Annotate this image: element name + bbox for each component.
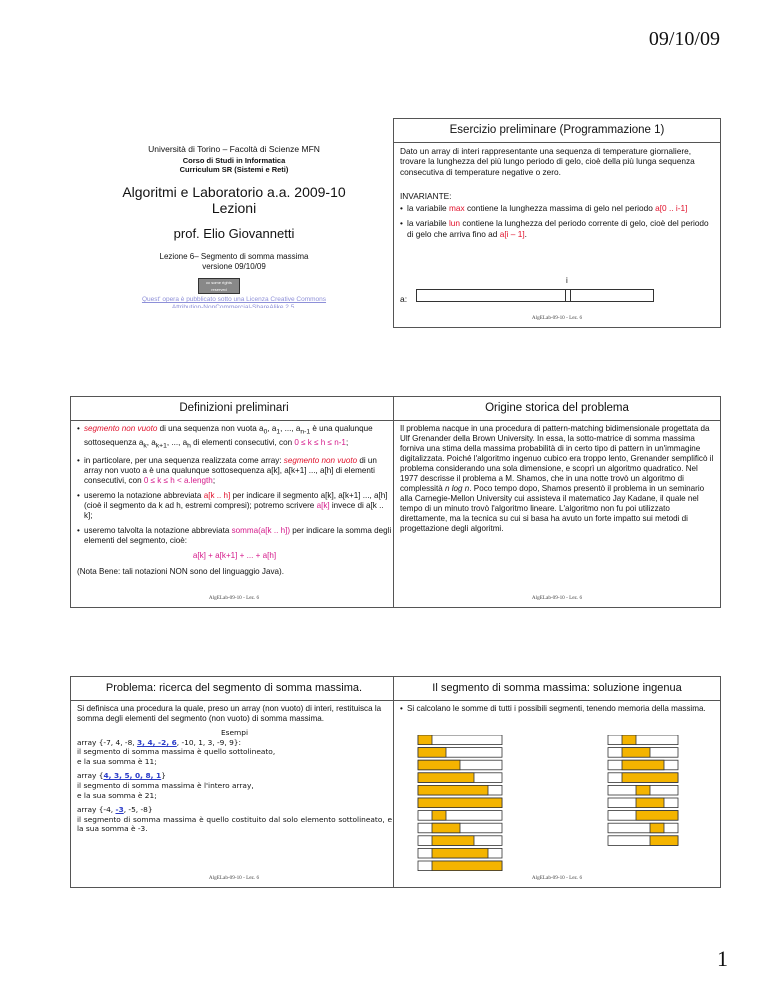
- slide-esercizio: [393, 118, 721, 328]
- segment-fill: [432, 811, 446, 821]
- examples: [77, 728, 392, 834]
- lesson-version: versione 09/10/09: [202, 262, 266, 271]
- segment-fill: [418, 748, 446, 758]
- array-diagram: [416, 289, 654, 302]
- bullet: • la variabile max contiene la lunghezza massima di gelo nel periodo a[0 .. i-1]: [400, 203, 715, 213]
- curriculum: Curriculum SR (Sistemi e Reti): [179, 165, 289, 174]
- segment-fill: [432, 823, 460, 833]
- segments-diagram: [398, 735, 718, 875]
- bullet: • useremo la notazione abbreviata a[k .. h] per indicare il segmento a[k], a[k+1] ..., a[h] (cioè il segmento da k ad h, estremi compresi); potremo scrivere a[k] invece di a[k .. k];: [77, 491, 392, 521]
- slide-title: [70, 120, 398, 308]
- course-subtitle: Lezioni: [211, 200, 257, 216]
- segment-fill: [622, 735, 636, 745]
- segment-fill: [418, 760, 460, 770]
- segment-fill: [622, 773, 678, 783]
- segment-fill: [432, 861, 502, 871]
- professor: prof. Elio Giovannetti: [173, 226, 295, 241]
- slide-footer: AlgELab-09-10 - Lez. 6: [208, 875, 260, 881]
- segment-fill: [636, 798, 664, 808]
- slide-origine: [393, 396, 721, 608]
- slide-body: [400, 424, 715, 538]
- slide-problema: [70, 676, 398, 888]
- slide-title: Problema: ricerca del segmento di somma massima.: [71, 677, 397, 701]
- slide-title: Il segmento di somma massima: soluzione ingenua: [394, 677, 720, 701]
- segment-fill: [636, 785, 650, 795]
- intro-text: Dato un array di interi rappresentante una sequenza di temperature giornaliere, trovare la lunghezza del più lungo periodo di gelo, cioè della più lunga sequenza consecutiva di temperature negative o zero.: [400, 146, 695, 177]
- bullet: • in particolare, per una sequenza realizzata come array: segmento non vuoto di un array non vuoto a è una qualunque sottosequenza a[k], a[k+1] ..., a[h] di elementi consecutivi, con 0 ≤ k ≤ h < a.length;: [77, 456, 392, 486]
- example-3: array {-4, -3, -5, -8} il segmento di somma massima è quello costituito dal solo elemento sottolineato, e la sua somma è -3.: [77, 805, 392, 834]
- slide-title: Esercizio preliminare (Programmazione 1): [394, 119, 720, 143]
- segment-array: [608, 735, 678, 745]
- license-text-2[interactable]: Attribution-NonCommercial-ShareAlike 2.5.: [171, 304, 297, 308]
- array-label: a:: [400, 294, 408, 304]
- course-title: Algoritmi e Laboratorio a.a. 2009-10: [122, 184, 346, 200]
- license-text-1[interactable]: Quest' opera è pubblicato sotto una Licenza Creative Commons: [141, 296, 327, 303]
- invariant-heading: INVARIANTE:: [400, 190, 452, 201]
- segment-array: [418, 811, 502, 821]
- bullet: • segmento non vuoto di una sequenza non vuota $a_0$, $a_1$, ..., $a_{n-1}$ è una qualunque sottosequenza $a_k$, $a_{k+1}$, ..., $a_h$ di elementi consecutivi, con 0 ≤ k ≤ h ≤ n-1;: [77, 424, 392, 451]
- slide-body: [77, 424, 392, 581]
- segment-fill: [418, 798, 502, 808]
- cc-license-badge: cc some rights reserved: [198, 278, 240, 294]
- slide-title: Definizioni preliminari: [71, 397, 397, 421]
- slide-footer: AlgELab-09-10 - Lez. 6: [208, 595, 260, 601]
- slide-body: [400, 146, 715, 244]
- slide-title: Origine storica del problema: [394, 397, 720, 421]
- page-date: 09/10/09: [648, 28, 720, 50]
- example-1: array {-7, 4, -8, 3, 4, -2, 6, -10, 1, 3, -9, 9}: il segmento di somma massima è quello sottolineato, e la sua somma è 11;: [77, 737, 276, 766]
- bullet: • la variabile lun contiene la lunghezza del periodo corrente di gelo, cioè del periodo di gelo che arriva fino ad a[i – 1].: [400, 218, 715, 239]
- example-2: array {4, 3, 5, 0, 8, 1} il segmento di somma massima è l'intero array, e la sua somma è 21;: [77, 771, 254, 800]
- segment-fill: [622, 760, 664, 770]
- array-divider: [565, 290, 566, 301]
- segment-fill: [432, 848, 488, 858]
- segment-fill: [418, 785, 488, 795]
- note: (Nota Bene: tali notazioni NON sono del linguaggio Java).: [77, 567, 284, 577]
- history-text: Il problema nacque in una procedura di pattern-matching bidimensionale progettata da Ulf Grenander della Brown University. In essa, la sotto-matrice di somma massima forniva una stima della massima probabilità di in certo tipo di pattern in un'immagine digitalizzata. Poiché l'algoritmo ingenuo cubico era troppo lento, Grenander semplificò il problema considerando una sola dimensione, e scoprì un algoritmo quadratico. Nel 1977 descrisse il problema a M. Shamos, che in una notte trovò un algoritmo di complessità n log n. Poco tempo dopo, Shamos presentò il problema in un seminario alla Carnegie-Mellon University cui assisteva il matematico Jay Kadane, il quale nel tempo di un minuto trovò l'algoritmo lineare. L'algoritmo non fu poi utilizzato direttamente, ma la tecnica su cui si basa ha avuto un forte impatto sui metodi di progettazione degli algoritmi.: [400, 424, 714, 533]
- page-number: 1: [717, 946, 728, 971]
- segment-fill: [650, 823, 664, 833]
- segment-fill: [650, 836, 678, 846]
- slide-footer: AlgELab-09-10 - Lez. 6: [531, 315, 583, 321]
- array-cell-i: [570, 290, 571, 301]
- slide-footer: AlgELab-09-10 - Lez. 6: [531, 875, 583, 881]
- bullet: • Si calcolano le somme di tutti i possibili segmenti, tenendo memoria della massima.: [400, 704, 715, 714]
- slide-body: [400, 704, 715, 719]
- segment-fill: [418, 735, 432, 745]
- lesson-title: Lezione 6– Segmento di somma massima: [159, 252, 309, 261]
- examples-heading: Esempi: [220, 728, 248, 737]
- index-label: i: [566, 276, 568, 285]
- slide-footer: AlgELab-09-10 - Lez. 6: [531, 595, 583, 601]
- slide-body: [77, 704, 392, 834]
- university: Università di Torino – Facoltà di Scienze MFN: [148, 144, 320, 154]
- slide-soluzione-ingenua: [393, 676, 721, 888]
- segment-fill: [622, 748, 650, 758]
- course: Corso di Studi in Informatica: [182, 156, 286, 165]
- segment-array: [608, 823, 678, 833]
- segment-fill: [636, 811, 678, 821]
- segment-fill: [432, 836, 474, 846]
- intro-text: Si definisca una procedura la quale, preso un array (non vuoto) di interi, restituisca la somma degli elementi del segmento (non vuoto) di somma massima.: [77, 704, 382, 723]
- formula: a[k] + a[k+1] + ... + a[h]: [192, 551, 277, 561]
- slide-definizioni: [70, 396, 398, 608]
- segment-fill: [418, 773, 474, 783]
- bullet: • useremo talvolta la notazione abbreviata somma(a[k .. h]) per indicare la somma degli elementi del segmento, cioè:: [77, 526, 392, 546]
